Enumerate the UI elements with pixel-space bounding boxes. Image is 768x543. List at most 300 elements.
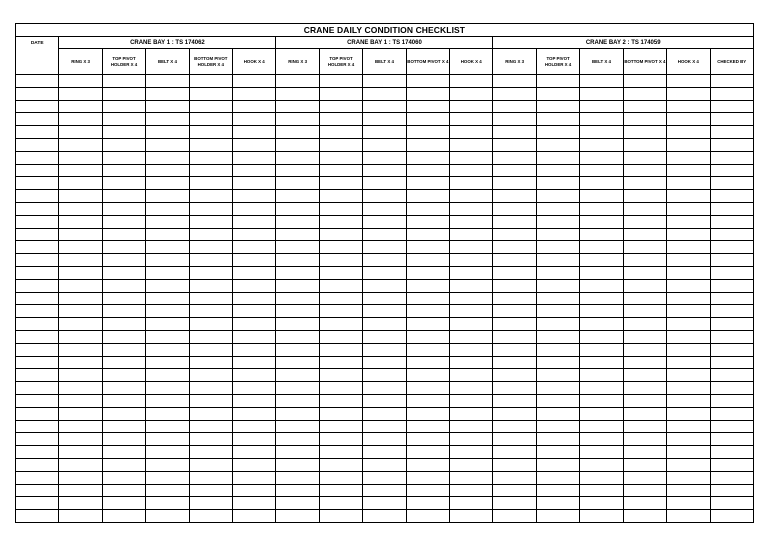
check-cell[interactable] [276,113,319,126]
check-cell[interactable] [59,100,102,113]
check-cell[interactable] [406,202,449,215]
date-cell[interactable] [16,446,59,459]
check-cell[interactable] [493,75,536,88]
check-cell[interactable] [406,407,449,420]
check-cell[interactable] [319,254,362,267]
check-cell[interactable] [146,510,189,523]
date-cell[interactable] [16,343,59,356]
check-cell[interactable] [580,228,623,241]
check-cell[interactable] [580,420,623,433]
check-cell[interactable] [450,138,493,151]
date-cell[interactable] [16,292,59,305]
check-cell[interactable] [233,100,276,113]
check-cell[interactable] [102,266,145,279]
check-cell[interactable] [189,151,232,164]
check-cell[interactable] [493,407,536,420]
check-cell[interactable] [189,241,232,254]
check-cell[interactable] [406,279,449,292]
check-cell[interactable] [146,228,189,241]
check-cell[interactable] [406,433,449,446]
check-cell[interactable] [363,471,406,484]
check-cell[interactable] [493,318,536,331]
check-cell[interactable] [667,113,710,126]
check-cell[interactable] [536,241,579,254]
check-cell[interactable] [189,279,232,292]
check-cell[interactable] [450,356,493,369]
check-cell[interactable] [536,254,579,267]
date-cell[interactable] [16,75,59,88]
check-cell[interactable] [406,138,449,151]
check-cell[interactable] [363,202,406,215]
check-cell[interactable] [580,433,623,446]
check-cell[interactable] [102,382,145,395]
check-cell[interactable] [667,100,710,113]
check-cell[interactable] [580,318,623,331]
check-cell[interactable] [710,126,753,139]
check-cell[interactable] [450,113,493,126]
check-cell[interactable] [406,330,449,343]
check-cell[interactable] [233,510,276,523]
check-cell[interactable] [363,343,406,356]
check-cell[interactable] [580,330,623,343]
check-cell[interactable] [276,343,319,356]
check-cell[interactable] [710,190,753,203]
check-cell[interactable] [146,446,189,459]
check-cell[interactable] [710,177,753,190]
check-cell[interactable] [536,177,579,190]
check-cell[interactable] [189,266,232,279]
check-cell[interactable] [667,215,710,228]
check-cell[interactable] [536,484,579,497]
check-cell[interactable] [450,343,493,356]
check-cell[interactable] [189,305,232,318]
check-cell[interactable] [623,75,666,88]
check-cell[interactable] [102,305,145,318]
check-cell[interactable] [146,356,189,369]
check-cell[interactable] [406,241,449,254]
check-cell[interactable] [710,394,753,407]
check-cell[interactable] [710,138,753,151]
date-cell[interactable] [16,254,59,267]
check-cell[interactable] [319,75,362,88]
check-cell[interactable] [623,241,666,254]
check-cell[interactable] [102,279,145,292]
check-cell[interactable] [319,420,362,433]
check-cell[interactable] [319,241,362,254]
check-cell[interactable] [623,266,666,279]
check-cell[interactable] [363,177,406,190]
check-cell[interactable] [102,228,145,241]
check-cell[interactable] [450,266,493,279]
check-cell[interactable] [189,177,232,190]
check-cell[interactable] [276,510,319,523]
check-cell[interactable] [319,138,362,151]
check-cell[interactable] [102,254,145,267]
check-cell[interactable] [146,471,189,484]
check-cell[interactable] [276,369,319,382]
check-cell[interactable] [536,369,579,382]
check-cell[interactable] [276,202,319,215]
check-cell[interactable] [580,75,623,88]
check-cell[interactable] [146,177,189,190]
date-cell[interactable] [16,497,59,510]
check-cell[interactable] [233,343,276,356]
check-cell[interactable] [102,151,145,164]
check-cell[interactable] [189,318,232,331]
check-cell[interactable] [710,471,753,484]
check-cell[interactable] [319,190,362,203]
check-cell[interactable] [363,138,406,151]
check-cell[interactable] [189,138,232,151]
check-cell[interactable] [450,497,493,510]
check-cell[interactable] [189,215,232,228]
check-cell[interactable] [146,87,189,100]
check-cell[interactable] [233,241,276,254]
check-cell[interactable] [102,330,145,343]
check-cell[interactable] [363,190,406,203]
date-cell[interactable] [16,330,59,343]
check-cell[interactable] [233,151,276,164]
check-cell[interactable] [450,75,493,88]
check-cell[interactable] [450,228,493,241]
check-cell[interactable] [276,433,319,446]
check-cell[interactable] [623,433,666,446]
check-cell[interactable] [536,433,579,446]
check-cell[interactable] [406,510,449,523]
check-cell[interactable] [189,369,232,382]
check-cell[interactable] [59,279,102,292]
check-cell[interactable] [276,215,319,228]
check-cell[interactable] [450,292,493,305]
check-cell[interactable] [102,202,145,215]
check-cell[interactable] [102,484,145,497]
check-cell[interactable] [146,215,189,228]
date-cell[interactable] [16,100,59,113]
check-cell[interactable] [536,394,579,407]
check-cell[interactable] [536,356,579,369]
check-cell[interactable] [363,279,406,292]
check-cell[interactable] [363,446,406,459]
check-cell[interactable] [450,87,493,100]
date-cell[interactable] [16,458,59,471]
check-cell[interactable] [146,113,189,126]
check-cell[interactable] [233,382,276,395]
check-cell[interactable] [623,177,666,190]
check-cell[interactable] [146,292,189,305]
check-cell[interactable] [363,420,406,433]
check-cell[interactable] [580,471,623,484]
check-cell[interactable] [59,266,102,279]
check-cell[interactable] [233,266,276,279]
check-cell[interactable] [59,164,102,177]
check-cell[interactable] [59,484,102,497]
check-cell[interactable] [493,394,536,407]
check-cell[interactable] [667,369,710,382]
date-cell[interactable] [16,126,59,139]
date-cell[interactable] [16,190,59,203]
check-cell[interactable] [59,433,102,446]
check-cell[interactable] [233,318,276,331]
check-cell[interactable] [493,279,536,292]
check-cell[interactable] [363,382,406,395]
check-cell[interactable] [536,458,579,471]
check-cell[interactable] [233,471,276,484]
check-cell[interactable] [146,420,189,433]
check-cell[interactable] [233,305,276,318]
check-cell[interactable] [59,497,102,510]
check-cell[interactable] [102,497,145,510]
check-cell[interactable] [450,241,493,254]
check-cell[interactable] [667,446,710,459]
check-cell[interactable] [493,177,536,190]
check-cell[interactable] [146,151,189,164]
check-cell[interactable] [319,382,362,395]
check-cell[interactable] [406,471,449,484]
check-cell[interactable] [406,446,449,459]
check-cell[interactable] [233,369,276,382]
check-cell[interactable] [59,215,102,228]
check-cell[interactable] [276,138,319,151]
check-cell[interactable] [580,113,623,126]
check-cell[interactable] [710,215,753,228]
check-cell[interactable] [233,407,276,420]
check-cell[interactable] [102,369,145,382]
check-cell[interactable] [667,164,710,177]
check-cell[interactable] [102,394,145,407]
check-cell[interactable] [623,343,666,356]
check-cell[interactable] [59,151,102,164]
check-cell[interactable] [276,458,319,471]
check-cell[interactable] [189,292,232,305]
check-cell[interactable] [667,484,710,497]
date-cell[interactable] [16,433,59,446]
check-cell[interactable] [59,228,102,241]
check-cell[interactable] [146,266,189,279]
check-cell[interactable] [363,407,406,420]
check-cell[interactable] [406,190,449,203]
date-cell[interactable] [16,484,59,497]
check-cell[interactable] [363,484,406,497]
check-cell[interactable] [667,471,710,484]
check-cell[interactable] [580,215,623,228]
check-cell[interactable] [493,369,536,382]
check-cell[interactable] [710,113,753,126]
check-cell[interactable] [710,87,753,100]
check-cell[interactable] [363,215,406,228]
check-cell[interactable] [276,75,319,88]
check-cell[interactable] [450,318,493,331]
check-cell[interactable] [102,407,145,420]
check-cell[interactable] [406,382,449,395]
check-cell[interactable] [536,407,579,420]
check-cell[interactable] [406,497,449,510]
check-cell[interactable] [493,330,536,343]
check-cell[interactable] [59,446,102,459]
check-cell[interactable] [363,266,406,279]
check-cell[interactable] [59,407,102,420]
check-cell[interactable] [580,369,623,382]
check-cell[interactable] [406,151,449,164]
check-cell[interactable] [580,407,623,420]
check-cell[interactable] [667,343,710,356]
check-cell[interactable] [233,75,276,88]
check-cell[interactable] [59,241,102,254]
check-cell[interactable] [580,241,623,254]
date-cell[interactable] [16,241,59,254]
check-cell[interactable] [667,497,710,510]
check-cell[interactable] [59,330,102,343]
check-cell[interactable] [363,356,406,369]
check-cell[interactable] [710,484,753,497]
check-cell[interactable] [276,471,319,484]
check-cell[interactable] [146,497,189,510]
check-cell[interactable] [276,87,319,100]
check-cell[interactable] [189,164,232,177]
check-cell[interactable] [319,484,362,497]
check-cell[interactable] [276,330,319,343]
check-cell[interactable] [406,126,449,139]
check-cell[interactable] [276,394,319,407]
check-cell[interactable] [406,305,449,318]
check-cell[interactable] [319,202,362,215]
date-cell[interactable] [16,113,59,126]
check-cell[interactable] [667,330,710,343]
check-cell[interactable] [189,446,232,459]
check-cell[interactable] [406,420,449,433]
check-cell[interactable] [319,343,362,356]
check-cell[interactable] [623,292,666,305]
check-cell[interactable] [406,215,449,228]
date-cell[interactable] [16,164,59,177]
check-cell[interactable] [710,510,753,523]
check-cell[interactable] [319,87,362,100]
check-cell[interactable] [59,356,102,369]
check-cell[interactable] [667,126,710,139]
check-cell[interactable] [406,75,449,88]
check-cell[interactable] [319,394,362,407]
check-cell[interactable] [667,382,710,395]
check-cell[interactable] [493,254,536,267]
check-cell[interactable] [233,356,276,369]
check-cell[interactable] [59,75,102,88]
check-cell[interactable] [233,126,276,139]
check-cell[interactable] [406,87,449,100]
check-cell[interactable] [363,126,406,139]
check-cell[interactable] [623,100,666,113]
check-cell[interactable] [450,190,493,203]
check-cell[interactable] [580,484,623,497]
check-cell[interactable] [450,305,493,318]
check-cell[interactable] [623,190,666,203]
check-cell[interactable] [146,279,189,292]
check-cell[interactable] [667,228,710,241]
check-cell[interactable] [276,484,319,497]
check-cell[interactable] [710,330,753,343]
check-cell[interactable] [406,100,449,113]
check-cell[interactable] [710,228,753,241]
check-cell[interactable] [276,305,319,318]
check-cell[interactable] [276,356,319,369]
check-cell[interactable] [536,266,579,279]
check-cell[interactable] [189,407,232,420]
check-cell[interactable] [580,254,623,267]
check-cell[interactable] [450,215,493,228]
check-cell[interactable] [493,241,536,254]
check-cell[interactable] [450,177,493,190]
check-cell[interactable] [536,202,579,215]
check-cell[interactable] [493,202,536,215]
check-cell[interactable] [146,458,189,471]
check-cell[interactable] [363,254,406,267]
check-cell[interactable] [319,266,362,279]
check-cell[interactable] [623,138,666,151]
check-cell[interactable] [319,279,362,292]
check-cell[interactable] [233,138,276,151]
check-cell[interactable] [406,164,449,177]
check-cell[interactable] [710,433,753,446]
check-cell[interactable] [319,510,362,523]
check-cell[interactable] [536,420,579,433]
check-cell[interactable] [493,151,536,164]
check-cell[interactable] [363,394,406,407]
check-cell[interactable] [189,113,232,126]
check-cell[interactable] [667,151,710,164]
check-cell[interactable] [233,177,276,190]
check-cell[interactable] [493,100,536,113]
check-cell[interactable] [493,164,536,177]
check-cell[interactable] [667,138,710,151]
check-cell[interactable] [536,100,579,113]
check-cell[interactable] [363,497,406,510]
check-cell[interactable] [363,433,406,446]
check-cell[interactable] [233,87,276,100]
check-cell[interactable] [146,241,189,254]
check-cell[interactable] [450,126,493,139]
date-cell[interactable] [16,177,59,190]
date-cell[interactable] [16,510,59,523]
check-cell[interactable] [536,318,579,331]
check-cell[interactable] [536,382,579,395]
check-cell[interactable] [450,471,493,484]
check-cell[interactable] [623,330,666,343]
check-cell[interactable] [623,151,666,164]
check-cell[interactable] [102,356,145,369]
check-cell[interactable] [710,266,753,279]
check-cell[interactable] [450,100,493,113]
check-cell[interactable] [580,458,623,471]
check-cell[interactable] [623,510,666,523]
check-cell[interactable] [146,305,189,318]
check-cell[interactable] [233,190,276,203]
check-cell[interactable] [59,382,102,395]
check-cell[interactable] [623,407,666,420]
check-cell[interactable] [536,87,579,100]
check-cell[interactable] [667,241,710,254]
check-cell[interactable] [276,228,319,241]
check-cell[interactable] [667,202,710,215]
check-cell[interactable] [102,343,145,356]
check-cell[interactable] [450,279,493,292]
check-cell[interactable] [710,241,753,254]
check-cell[interactable] [146,254,189,267]
check-cell[interactable] [667,190,710,203]
check-cell[interactable] [710,100,753,113]
check-cell[interactable] [189,471,232,484]
check-cell[interactable] [146,369,189,382]
check-cell[interactable] [59,458,102,471]
check-cell[interactable] [59,343,102,356]
check-cell[interactable] [233,458,276,471]
